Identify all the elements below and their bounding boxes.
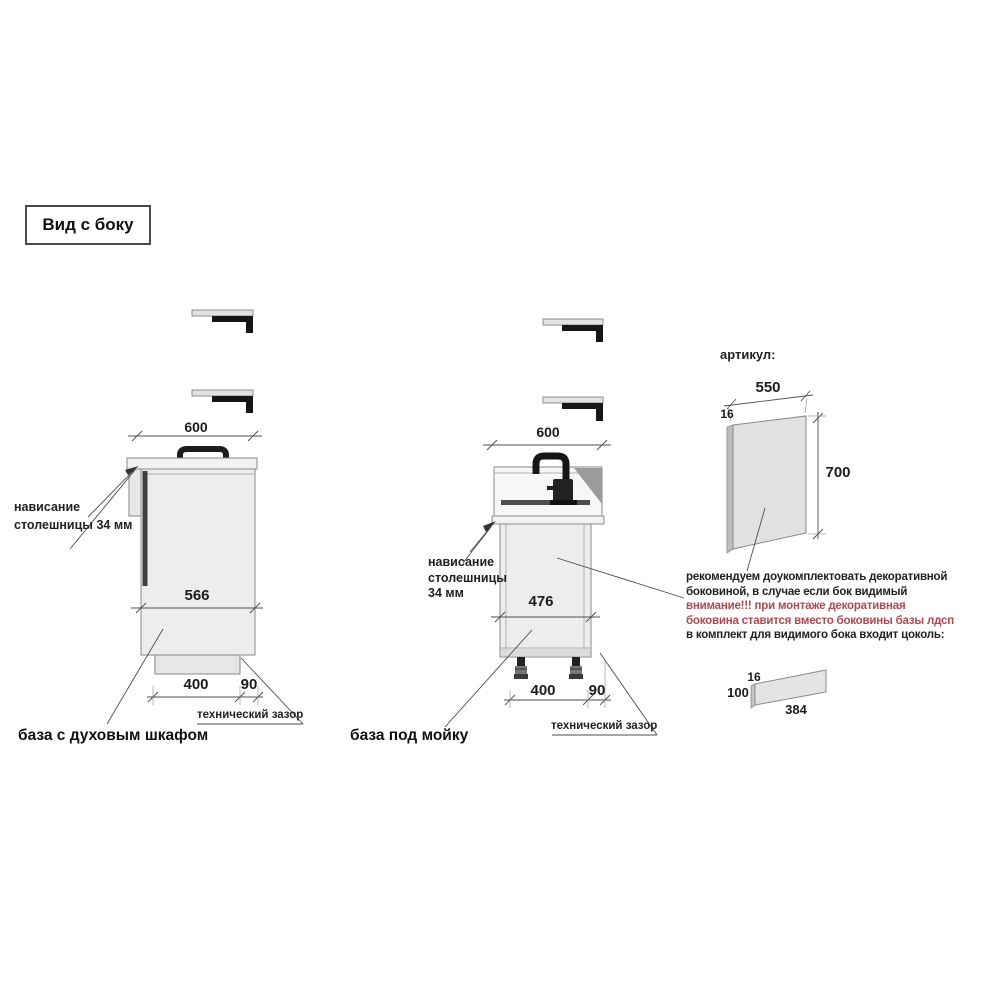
- dim-600-sink: 600: [536, 424, 560, 440]
- shelf-bracket-icon: [192, 310, 253, 333]
- dim-16-panel: 16: [720, 407, 734, 421]
- note-line: боковиной, в случае если бок видимый: [686, 585, 908, 598]
- panel-note: [686, 570, 954, 643]
- overhang-line: столешницы: [428, 570, 507, 585]
- overhang-line: столешницы 34 мм: [14, 517, 133, 532]
- adjustable-leg-icon: [569, 657, 583, 679]
- cabinet-body: [500, 524, 591, 657]
- note-line-warning: боковина ставится вместо боковины базы лдсп: [686, 614, 954, 627]
- adjustable-leg-icon: [514, 657, 528, 679]
- dim-476: 476: [528, 593, 554, 610]
- note-line: в комплект для видимого бока входит цоколь:: [686, 629, 945, 641]
- view-title: [25, 205, 151, 245]
- overhang-line: нависание: [14, 500, 81, 514]
- dimension-line-700: [808, 412, 826, 539]
- dim-384-plinth: 384: [785, 702, 807, 717]
- dim-400-oven: 400: [183, 676, 209, 693]
- dim-90-oven: 90: [240, 676, 258, 693]
- side-panel-drawing: [724, 391, 826, 571]
- dim-600-oven: 600: [184, 419, 208, 435]
- note-line-warning: внимание!!! при монтаже декоративная: [686, 600, 906, 612]
- plinth-edge: [751, 684, 755, 708]
- door-gap-shade: [143, 471, 148, 586]
- shelf-bracket-icon: [543, 397, 603, 421]
- overhang-label-oven: [14, 499, 132, 534]
- panel-face: [733, 416, 806, 549]
- dim-90-sink: 90: [588, 682, 606, 699]
- plinth-recess: [155, 655, 240, 674]
- techgap-label-sink: технический зазор: [551, 720, 658, 732]
- countertop: [127, 458, 257, 469]
- techgap-label-oven: технический зазор: [197, 709, 304, 721]
- oven-handle-icon: [180, 449, 226, 458]
- cabinet-body: [141, 469, 255, 655]
- article-label: артикул:: [720, 347, 776, 362]
- dim-400-sink: 400: [530, 682, 556, 699]
- oven-base-label: база с духовым шкафом: [18, 727, 209, 744]
- shelf-bracket-icon: [543, 319, 603, 342]
- panel-edge: [727, 425, 733, 553]
- dim-550: 550: [755, 379, 781, 396]
- dim-100-plinth: 100: [727, 685, 749, 700]
- overhang-line: нависание: [428, 555, 495, 569]
- dim-700: 700: [825, 464, 851, 481]
- plinth-face: [755, 670, 826, 705]
- sink-base-drawing: [445, 319, 684, 735]
- dimension-line-600: [483, 440, 611, 450]
- dim-16-plinth: 16: [747, 670, 761, 684]
- sink-base-label: база под мойку: [350, 727, 469, 744]
- dim-566: 566: [184, 587, 210, 604]
- overhang-line: 34 мм: [428, 586, 464, 600]
- view-title-text: Вид с боку: [42, 215, 134, 234]
- countertop: [492, 516, 604, 524]
- oven-label-leader: [107, 629, 163, 724]
- note-line: рекомендуем доукомплектовать декоративной: [686, 571, 948, 583]
- overhang-label-sink: [428, 555, 507, 602]
- shelf-bracket-icon: [192, 390, 253, 413]
